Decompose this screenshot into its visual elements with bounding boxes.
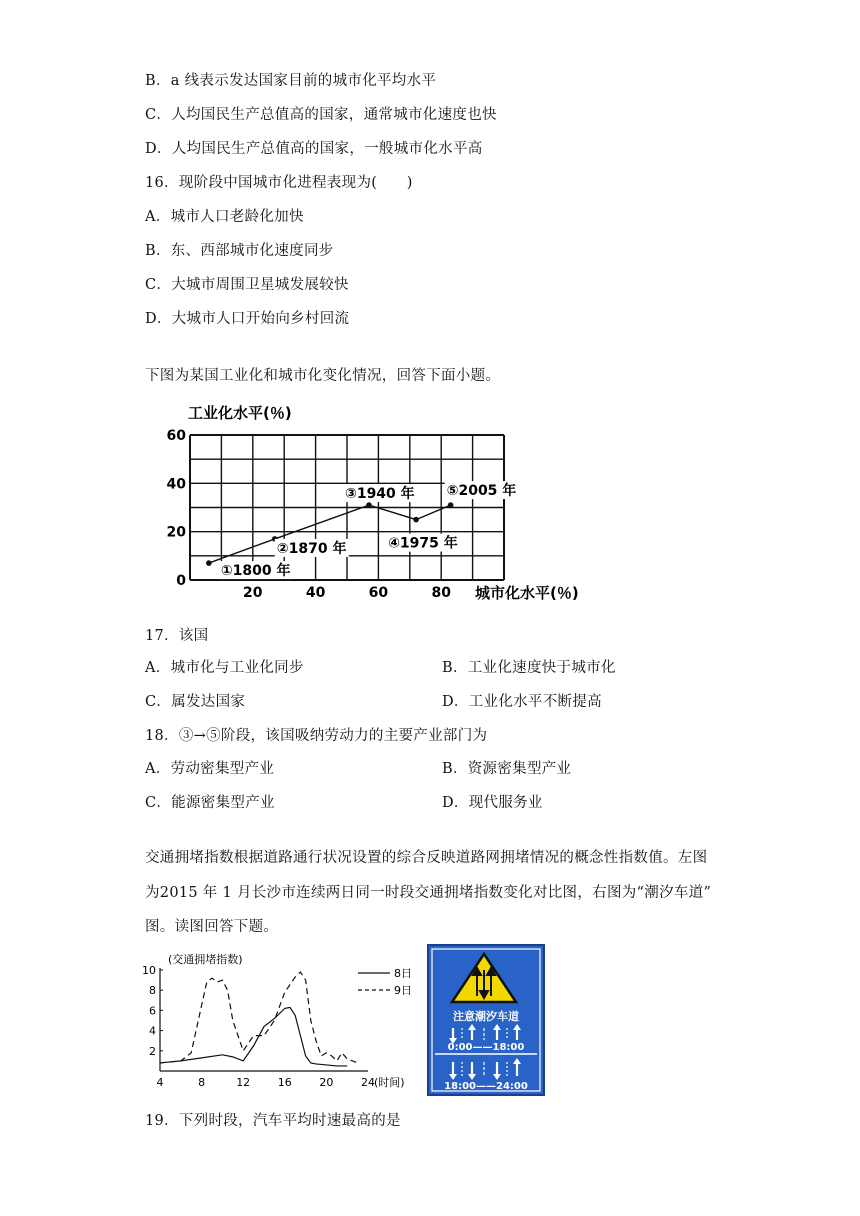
q17-stem: 17．该国 [145,628,209,644]
chart1-point [366,502,372,508]
chart1-point-label: ⑤2005 年 [446,483,517,500]
chart2-series-day9 [160,972,358,1063]
chart2-xlabel: (时间) [374,1076,405,1089]
q16-option-d: D．大城市人口开始向乡村回流 [145,311,350,327]
q15-option-b: B．a 线表示发达国家目前的城市化平均水平 [145,73,437,89]
q17-option-a: A．城市化与工业化同步 [145,660,304,676]
chart1-xtick: 40 [305,585,326,601]
chart2-series-day8 [160,1007,347,1066]
tidal-lane-sign [427,944,545,1096]
chart1-point [413,517,419,523]
q18-option-a: A．劳动密集型产业 [145,761,275,777]
chart2-ytick: 8 [149,984,156,998]
chart1-ytick: 60 [166,428,186,444]
legend-label-day9: 9日 [394,984,412,997]
chart1-xtick: 80 [431,585,451,601]
q16-option-c: C．大城市周围卫星城发展较快 [145,277,349,293]
chart1-point-label: ③1940 年 [344,486,415,503]
chart2-ytick: 10 [142,964,156,977]
chart2-ytick: 2 [149,1044,156,1058]
chart1-xtick: 20 [243,585,263,601]
traffic-arrows-icon [473,968,495,998]
chart2-xtick: 16 [277,1076,292,1089]
sign-time-daytime: 0:00——18:00 [447,1042,525,1053]
q19-stem: 19．下列时段，汽车平均时速最高的是 [145,1113,401,1129]
figure-intro-2-line3: 图。读图回答下题。 [145,919,279,935]
chart1-xtick: 60 [368,585,389,601]
figure-intro-2-line1: 交通拥堵指数根据道路通行状况设置的综合反映道路网拥堵情况的概念性指数值。左图 [145,850,708,866]
q16-option-b: B．东、西部城市化速度同步 [145,243,334,259]
chart2-ylabel: (交通拥堵指数) [168,953,243,966]
chart1-point-label: ④1975 年 [388,535,458,552]
sign-title: 注意潮汐车道 [453,1010,519,1023]
figure-intro-2-line2: 为2015 年 1 月长沙市连续两日同一时段交通拥堵指数变化对比图，右图为“潮汐车道” [145,885,712,901]
q18-option-b: B．资源密集型产业 [442,761,572,777]
figure-intro-1: 下图为某国工业化和城市化变化情况，回答下面小题。 [145,368,501,384]
congestion-chart [140,948,430,1098]
chart2-xtick: 4 [156,1076,164,1089]
q16-option-a: A．城市人口老龄化加快 [145,209,304,225]
chart2-ytick: 4 [149,1024,156,1038]
chart2-legend [358,967,412,997]
chart2-ytick: 6 [149,1004,156,1018]
q17-option-d: D．工业化水平不断提高 [442,694,602,710]
q17-option-c: C．属发达国家 [145,694,246,710]
sign-time-evening: 18:00——24:00 [444,1081,528,1092]
q18-option-d: D．现代服务业 [442,795,543,811]
legend-label-day8: 8日 [394,967,412,980]
q18-stem: 18．③→⑤阶段，该国吸纳劳动力的主要产业部门为 [145,728,488,744]
industrialization-chart [166,398,610,608]
q17-option-b: B．工业化速度快于城市化 [442,660,616,676]
chart2-xtick: 12 [236,1076,251,1089]
chart2-xtick: 24 [361,1076,375,1089]
q16-stem: 16．现阶段中国城市化进程表现为( ) [145,175,413,191]
chart1-ytick: 40 [166,476,186,493]
chart1-xlabel: 城市化水平(％) [475,584,579,602]
chart1-point [448,502,454,508]
chart2-xtick: 20 [319,1076,334,1089]
chart1-ytick: 20 [166,524,186,541]
chart1-point [206,560,212,566]
chart2-xtick: 8 [198,1076,206,1089]
q18-option-c: C．能源密集型产业 [145,795,275,811]
q15-option-c: C．人均国民生产总值高的国家，通常城市化速度也快 [145,107,497,123]
chart1-ylabel: 工业化水平(％) [188,404,292,422]
q15-option-d: D．人均国民生产总值高的国家，一般城市化水平高 [145,141,483,157]
chart1-point-label: ②1870 年 [276,540,347,557]
chart1-point-label: ①1800 年 [220,563,291,580]
chart1-ytick: 0 [176,573,186,589]
